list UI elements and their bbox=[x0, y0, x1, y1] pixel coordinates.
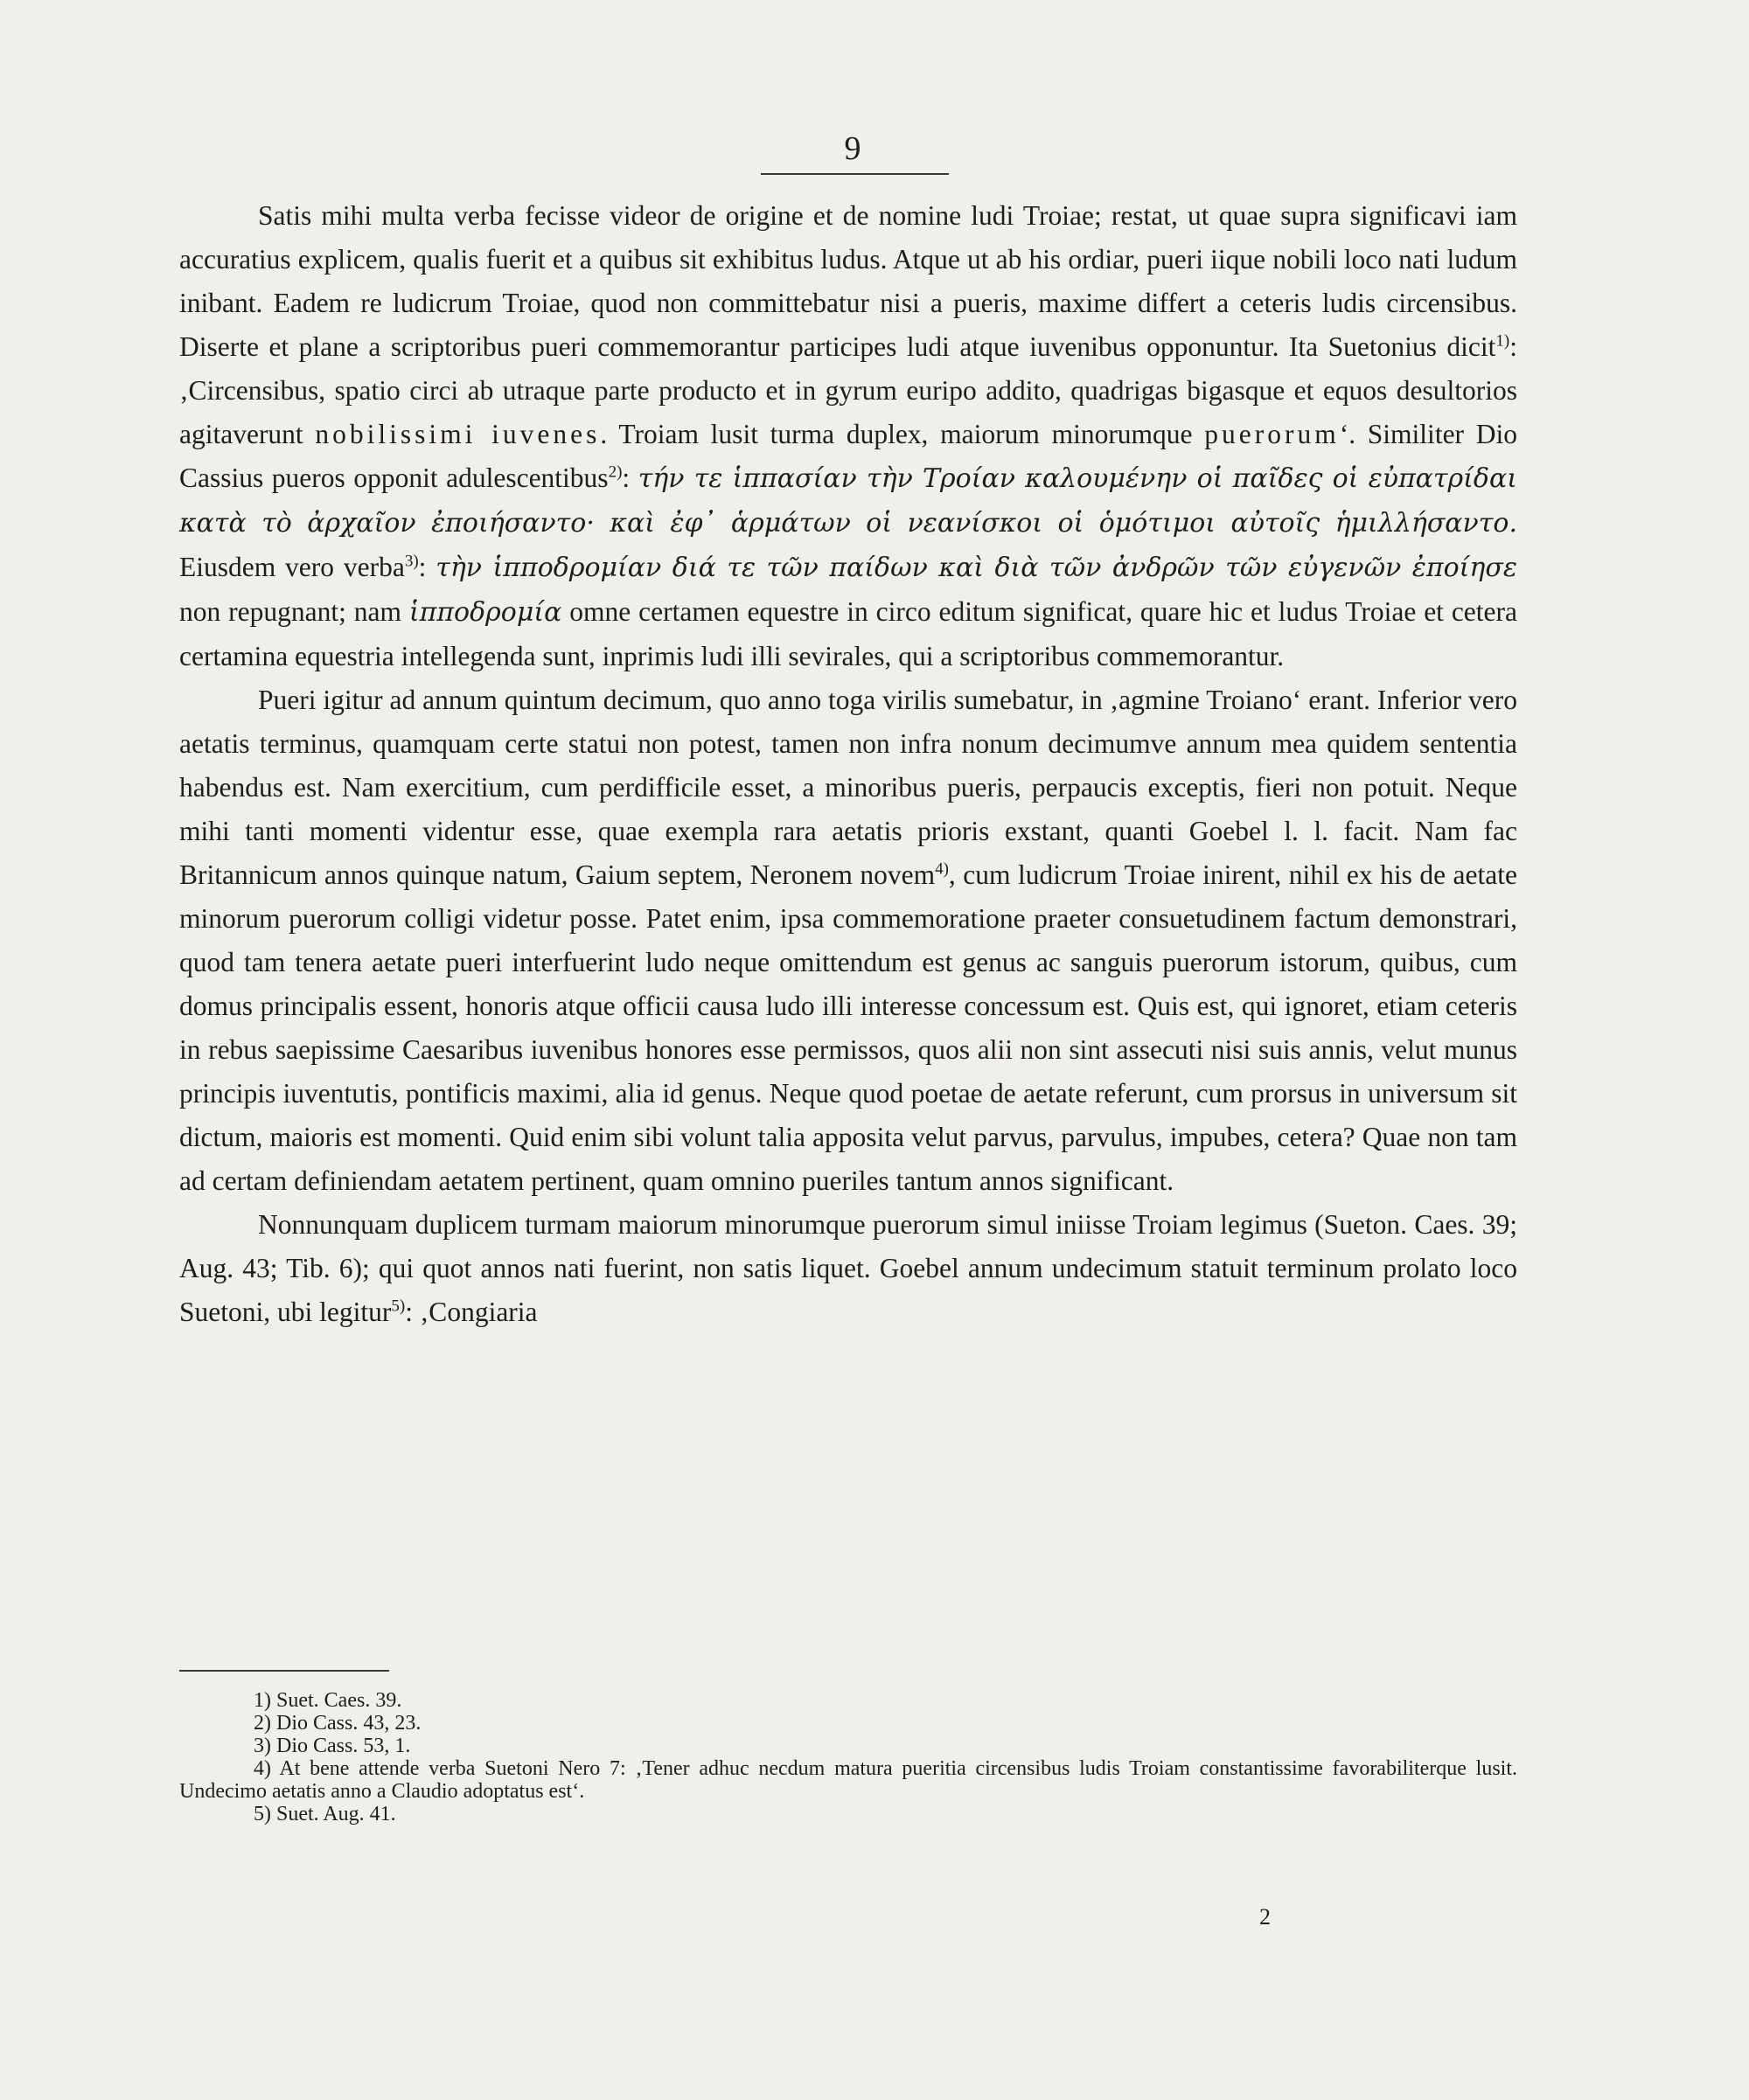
footnote: 1) Suet. Caes. 39. bbox=[254, 1689, 402, 1712]
footnote: 2) Dio Cass. 43, 23. bbox=[254, 1712, 422, 1735]
footnotes bbox=[179, 1689, 1517, 1825]
text-run: . Troiam lusit turma duplex, maiorum minorumque bbox=[600, 419, 1205, 449]
paragraph bbox=[179, 678, 1517, 1203]
text-run: : bbox=[418, 552, 436, 582]
footnote-ref: 1) bbox=[1495, 331, 1510, 351]
text-run: non repugnant; nam bbox=[179, 596, 409, 627]
text-run: : bbox=[622, 462, 638, 493]
text-run: Satis mihi multa verba fecisse videor de origine et de nomine ludi Troiae; restat, ut quae supra significavi iam accuratius explicem, qualis fuerit et a quibus sit exhibitus ludus. Atque ut ab his ordiar, pueri iique nobili loco nati ludum inibant. Eadem re ludicrum Troiae, quod non committebatur nisi a pueris, maxime differt a ceteris ludis circensibus. Diserte et plane a scriptoribus pueri commemorantur participes ludi atque iuvenibus opponuntur. Ita Suetonius dicit bbox=[179, 200, 1517, 362]
body-text bbox=[179, 194, 1517, 1334]
footnote-ref: 4) bbox=[935, 859, 949, 879]
text-run: : ‚Circensibus, spatio circi ab utraque parte producto et in gyrum euripo addito, quadrigas bigasque et equos desultorios agitaverunt bbox=[179, 331, 1517, 449]
text-run: puerorum bbox=[1204, 419, 1340, 449]
footnote-ref: 5) bbox=[391, 1297, 406, 1316]
footnote: 5) Suet. Aug. 41. bbox=[254, 1803, 396, 1825]
footnote: 3) Dio Cass. 53, 1. bbox=[254, 1735, 411, 1757]
text-run: Nonnunquam duplicem turmam maiorum minorumque puerorum simul iniisse Troiam legimus (Sueton. Caes. 39; Aug. 43; Tib. 6); qui quot annos nati fuerint, non satis liquet. Goebel annum undecimum statuit terminum prolato loco Suetoni, ubi legitur bbox=[179, 1209, 1517, 1327]
greek-quote: τήν τε ἱππασίαν τὴν Τροίαν καλουμένην οἱ παῖδες οἱ εὐπατρίδαι κατὰ τὸ ἀρχαῖον ἐποιήσαντο· καὶ ἐφ᾽ ἁρμάτων οἱ νεανίσκοι οἱ ὁμότιμοι αὐτοῖς ἡμιλλήσαντο. bbox=[179, 463, 1517, 539]
greek-quote: τὴν ἱπποδρομίαν διά τε τῶν παίδων καὶ διὰ τῶν ἀνδρῶν τῶν εὐγενῶν ἐποίησε bbox=[436, 553, 1517, 583]
text-run: : ‚Congiaria bbox=[405, 1297, 538, 1327]
text-run: Eiusdem vero verba bbox=[179, 552, 405, 582]
footnote: 4) At bene attende verba Suetoni Nero 7: ‚Tener adhuc necdum matura pueritia circensibus ludis Troiam constantissime favorabiliterque lusit. Undecimo aetatis anno a Claudio adoptatus est‘. bbox=[179, 1757, 1517, 1803]
page-number: 9 bbox=[844, 130, 861, 167]
greek-quote: ἱπποδρομία bbox=[408, 597, 562, 628]
footnote-ref: 2) bbox=[608, 462, 623, 482]
paragraph bbox=[179, 1203, 1517, 1334]
header-rule bbox=[761, 173, 949, 175]
paragraph bbox=[179, 194, 1517, 678]
text-run: Pueri igitur ad annum quintum decimum, quo anno toga virilis sumebatur, in ‚agmine Troiano‘ erant. Inferior vero aetatis terminus, quamquam certe statui non potest, tamen non infra nonum decimumve annum mea quidem sententia habendus est. Nam exercitium, cum perdifficile esset, a minoribus pueris, perpaucis exceptis, fieri non potuit. Neque mihi tanti momenti videntur esse, quae exempla rara aetatis prioris exstant, quanti Goebel l. l. facit. Nam fac Britannicum annos quinque natum, Gaium septem, Neronem novem bbox=[179, 685, 1517, 890]
footnote-rule bbox=[179, 1670, 389, 1672]
text-run: nobilissimi iuvenes bbox=[315, 419, 601, 449]
text-run: ‘. Similiter Dio Cassius pueros opponit adulescentibus bbox=[179, 419, 1517, 493]
footnote-ref: 3) bbox=[404, 552, 419, 571]
signature-mark: 2 bbox=[1259, 1904, 1271, 1930]
text-run: , cum ludicrum Troiae inirent, nihil ex his de aetate minorum puerorum colligi videtur posse. Patet enim, ipsa commemoratione praeter consuetudinem factum demonstrari, quod tam tenera aetate pueri interfuerint ludo neque omittendum est genus ac sanguis puerorum istorum, quibus, cum domus principalis essent, honoris atque officii causa ludo illi interesse concessum est. Quis est, qui ignoret, etiam ceteris in rebus saepissime Caesaribus iuvenibus honores esse permissos, quos alii non sint assecuti nisi suis annis, velut munus principis iuventutis, pontificis maximi, alia id genus. Neque quod poetae de aetate referunt, cum prorsus in universum sit dictum, maioris est momenti. Quid enim sibi volunt talia apposita velut parvus, parvulus, impubes, cetera? Quae non tam ad certam definiendam aetatem pertinent, quam omnino pueriles tantum annos significant. bbox=[179, 859, 1517, 1196]
text-run: omne certamen equestre in circo editum significat, quare hic et ludus Troiae et cetera certamina equestria intellegenda sunt, inprimis ludi illi sevirales, qui a scriptoribus commemorantur. bbox=[179, 596, 1517, 671]
